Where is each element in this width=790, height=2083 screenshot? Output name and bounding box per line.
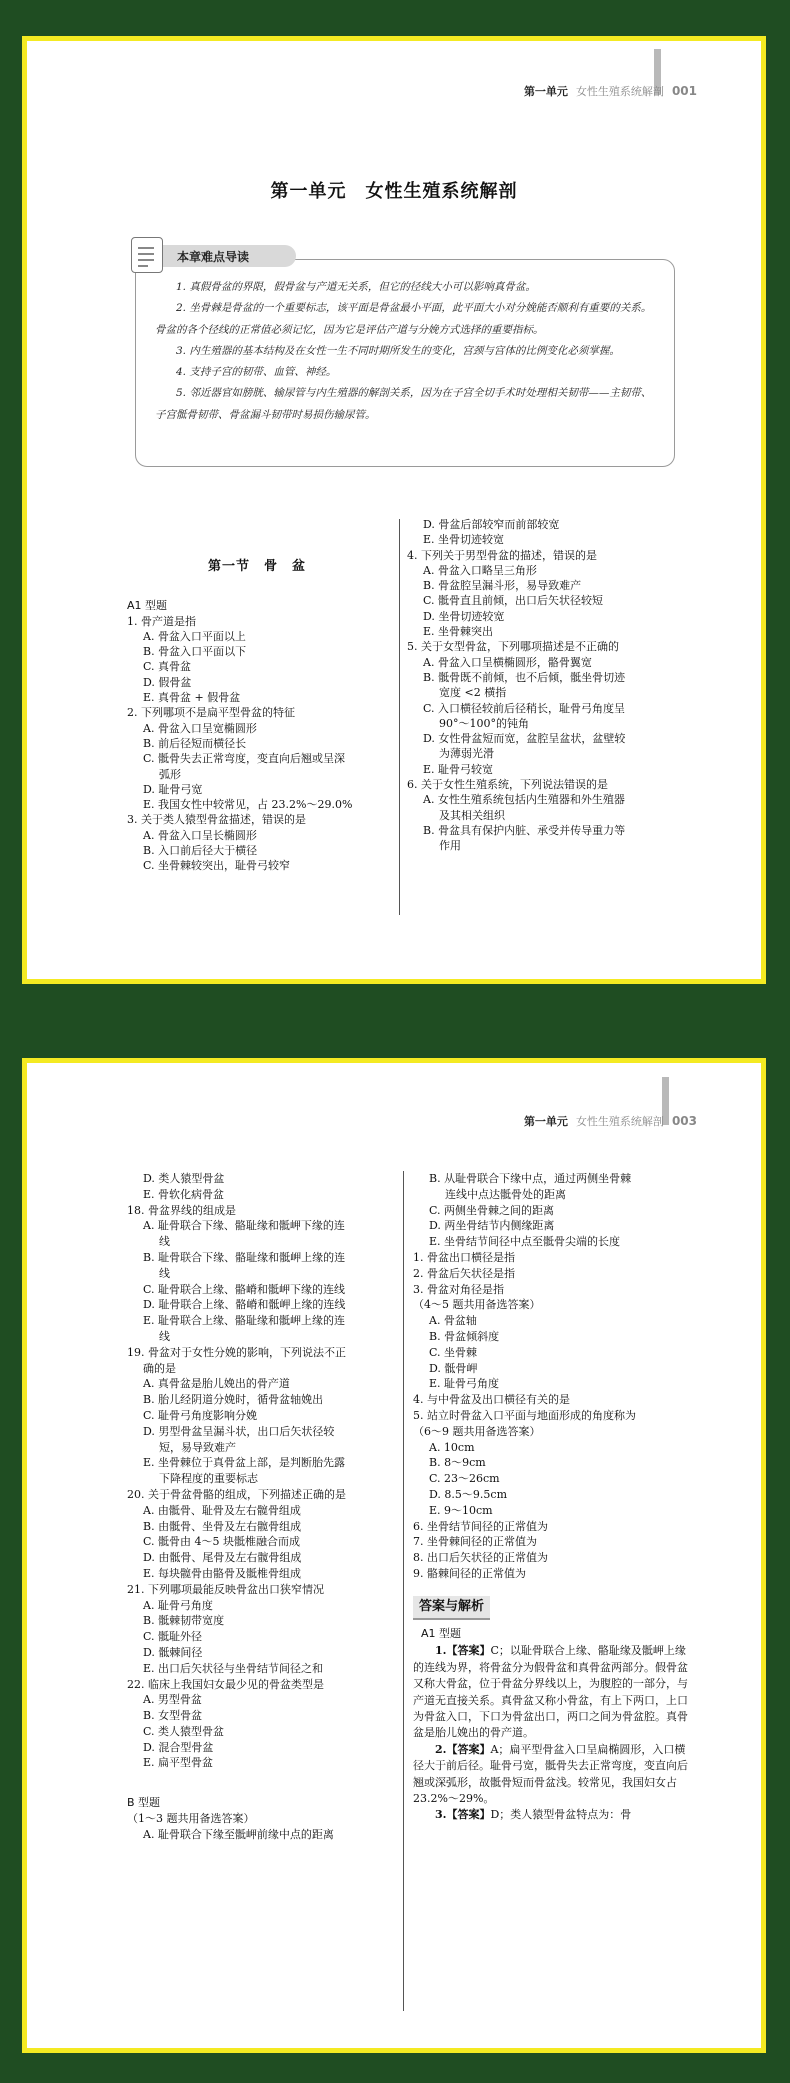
option-line: D. 混合型骨盆 (143, 1740, 214, 1754)
option-line: D. 男型骨盆呈漏斗状，出口后矢状径较 (143, 1424, 335, 1438)
header-subtitle: 女性生殖系统解剖 (575, 85, 664, 98)
guide-item: 4. 支持子宫的韧带、血管、神经。 (176, 366, 337, 379)
question-line: 21. 下列哪项最能反映骨盆出口狭窄情况 (127, 1582, 324, 1596)
option-line: B. 骶棘韧带宽度 (143, 1614, 225, 1628)
column-divider (403, 1171, 404, 2011)
option-line: E. 每块髋骨由骼骨及骶椎骨组成 (143, 1566, 302, 1580)
option-line: B. 骨盆具有保护内脏、承受并传导重力等 (423, 823, 626, 837)
page-number: 003 (671, 1114, 697, 1128)
unit-title: 第一单元 女性生殖系统解剖 (270, 181, 518, 202)
answer-tag: 1.【答案】 (435, 1644, 491, 1658)
option-line: 及其相关组织 (439, 808, 505, 822)
question-line: 5. 关于女型骨盆，下列哪项描述是不正确的 (407, 640, 619, 654)
guide-item: 2. 坐骨棘是骨盆的一个重要标志，该平面是骨盆最小平面，此平面大小对分娩能否顺利有重要的关系。骨盆的各个径线的正常值必须记忆，因为它是评估产道与分娩方式选择的重要指标。 (155, 302, 652, 336)
option-line: 宽度 <2 横指 (439, 686, 507, 700)
option-line: B. 骶骨既不前倾，也不后倾，骶坐骨切迹 (423, 670, 626, 684)
option-line: E. 坐骨棘突出 (423, 625, 494, 639)
option-line: D. 骨盆后部较窄而前部较宽 (423, 518, 560, 531)
option-line: B. 耻骨联合下缘、骼耻缘和骶岬上缘的连 (143, 1250, 346, 1264)
question-line: 3. 骨盆对角径是指 (413, 1282, 504, 1296)
answer-section-heading: 答案与解析 (413, 1596, 490, 1620)
option-line: 下降程度的重要标志 (159, 1472, 258, 1486)
question-line: 确的是 (143, 1361, 176, 1375)
question-line: 3. 关于类人猿型骨盆描述，错误的是 (127, 813, 306, 827)
option-line: A. 骨盆轴 (429, 1314, 477, 1328)
question-line: 8. 出口后矢状径的正常值为 (413, 1551, 548, 1565)
option-line: A. 耻骨弓角度 (143, 1598, 213, 1612)
left-column (127, 551, 387, 874)
option-line: 线 (159, 1266, 170, 1280)
option-line: C. 坐骨棘较突出，耻骨弓较窄 (143, 859, 291, 873)
option-line: 线 (159, 1235, 170, 1249)
question-line: 7. 坐骨棘间径的正常值为 (413, 1535, 537, 1549)
option-line: B. 8～9cm (429, 1456, 486, 1470)
question-line: 1. 骨盆出口横径是指 (413, 1250, 515, 1264)
option-line: D. 骶棘间径 (143, 1645, 203, 1659)
option-line: E. 真骨盆 + 假骨盆 (143, 691, 241, 705)
book-page-003 (22, 1058, 766, 2053)
question-line: 5. 站立时骨盆入口平面与地面形成的角度称为 (413, 1408, 636, 1422)
option-line: D. 由骶骨、尾骨及左右髋骨组成 (143, 1551, 302, 1565)
option-line: C. 真骨盆 (143, 660, 192, 674)
option-line: E. 扁平型骨盆 (143, 1756, 214, 1770)
option-line: A. 真骨盆是胎儿娩出的骨产道 (143, 1377, 290, 1391)
shared-options-note: （6～9 题共用备选答案） (413, 1424, 541, 1438)
option-line: 90°～100°的钝角 (439, 716, 529, 730)
header-unit: 第一单元 (523, 85, 568, 98)
option-line: B. 胎儿经阴道分娩时，循骨盆轴娩出 (143, 1393, 324, 1407)
option-line: A. 骨盆入口平面以上 (143, 629, 246, 643)
option-line: 短，易导致难产 (159, 1440, 236, 1454)
option-line: A. 耻骨联合下缘至骶岬前缘中点的距离 (143, 1827, 334, 1841)
answer-text: A；扁平型骨盆入口呈扁椭圆形，入口横径大于前后径。耻骨弓宽，骶骨失去正常弯度，变直向后翘或深弧形，故骶骨短而骨盆浅。较常见，我国妇女占 23.2%～29%。 (413, 1742, 688, 1805)
answer-paragraph (413, 1643, 691, 1741)
option-line: C. 骶骨直且前倾，出口后矢状径较短 (423, 594, 604, 608)
option-line: 弧形 (159, 767, 181, 781)
answer-paragraph (413, 1807, 691, 1823)
option-line: D. 类人猿型骨盆 (143, 1172, 225, 1185)
question-type-label: B 型题 (127, 1796, 161, 1810)
option-line: D. 坐骨切迹较宽 (423, 609, 505, 623)
option-line: C. 坐骨棘 (429, 1345, 478, 1359)
left-column (127, 1171, 393, 1843)
option-line: A. 骨盆入口略呈三角形 (423, 563, 537, 577)
answer-text: C；以耻骨联合上缘、骼耻缘及骶岬上缘的连线为界，将骨盆分为假骨盆和真骨盆两部分。假骨盆又称大骨盆，位于骨盆分界线以上，为腹腔的一部分，与产道无直接关系。真骨盆又称小骨盆，有上下两口，上口为骨盆入口，下口为骨盆出口，两口之间为骨盆腔。真骨盆是胎儿娩出的骨产道。 (413, 1644, 688, 1740)
column-divider (399, 519, 400, 915)
question-line: 19. 骨盆对于女性分娩的影响，下列说法不正 (127, 1345, 346, 1359)
question-line: 9. 骼棘间径的正常值为 (413, 1566, 526, 1580)
book-page-001 (22, 36, 766, 984)
option-line: D. 女性骨盆短而宽，盆腔呈盆状，盆壁较 (423, 732, 626, 746)
option-line: C. 骶骨由 4～5 块骶椎融合而成 (143, 1535, 301, 1549)
option-line: C. 骶骨失去正常弯度，变直向后翘或呈深 (143, 752, 346, 766)
option-line: D. 耻骨弓宽 (143, 782, 203, 796)
right-column (407, 517, 671, 854)
option-line: B. 骨盆腔呈漏斗形，易导致难产 (423, 579, 582, 593)
answer-explanations (413, 1643, 691, 1823)
running-header (524, 83, 697, 99)
option-line: E. 坐骨棘位于真骨盆上部，是判断胎先露 (143, 1456, 346, 1470)
page-number: 001 (671, 84, 697, 98)
option-line: E. 9～10cm (429, 1503, 493, 1517)
option-line: 作用 (439, 839, 461, 853)
shared-options-note: （1～3 题共用备选答案） (127, 1812, 255, 1826)
option-line: B. 前后径短而横径长 (143, 736, 247, 750)
guide-tab (141, 245, 296, 267)
question-line: 4. 下列关于男型骨盆的描述，错误的是 (407, 548, 597, 562)
option-line: E. 坐骨结节间径中点至骶骨尖端的长度 (429, 1235, 621, 1249)
guide-item: 3. 内生殖器的基本结构及在女性一生不同时期所发生的变化，宫颈与宫体的比例变化必须掌握。 (176, 344, 620, 357)
option-line: A. 耻骨联合下缘、骼耻缘和骶岬下缘的连 (143, 1219, 345, 1233)
option-line: B. 从耻骨联合下缘中点，通过两侧坐骨棘 (429, 1172, 632, 1185)
guide-list (155, 277, 661, 426)
option-line: A. 由骶骨、耻骨及左右髋骨组成 (143, 1503, 301, 1517)
answer-type-label: A1 型题 (421, 1626, 462, 1640)
option-line: A. 骨盆入口呈宽椭圆形 (143, 721, 257, 735)
option-line: C. 类人猿型骨盆 (143, 1724, 225, 1738)
question-line: 1. 骨产道是指 (127, 614, 196, 628)
option-line: E. 耻骨弓较宽 (423, 762, 494, 776)
option-line: D. 耻骨联合上缘、骼嵴和骶岬上缘的连线 (143, 1298, 346, 1312)
option-line: C. 耻骨联合上缘、骼嵴和骶岬下缘的连线 (143, 1282, 346, 1296)
question-line: 18. 骨盆界线的组成是 (127, 1203, 236, 1217)
option-line: E. 耻骨弓角度 (429, 1377, 500, 1391)
running-header (524, 1113, 697, 1129)
answer-paragraph (413, 1742, 691, 1808)
option-line: C. 耻骨弓角度影响分娩 (143, 1408, 258, 1422)
option-line: B. 女型骨盆 (143, 1709, 203, 1723)
guide-label: 本章难点导读 (177, 250, 250, 264)
option-line: D. 两坐骨结节内侧缘距离 (429, 1219, 555, 1233)
option-line: B. 骨盆入口平面以下 (143, 645, 247, 659)
option-line: C. 两侧坐骨棘之间的距离 (429, 1203, 555, 1217)
option-line: D. 假骨盆 (143, 675, 192, 689)
option-line: A. 男型骨盆 (143, 1693, 202, 1707)
option-line: E. 我国女性中较常见，占 23.2%～29.0% (143, 798, 353, 812)
question-type-label: A1 型题 (127, 599, 168, 613)
option-line: B. 由骶骨、坐骨及左右髋骨组成 (143, 1519, 302, 1533)
question-line: 6. 关于女性生殖系统，下列说法错误的是 (407, 778, 608, 792)
option-line: 线 (159, 1329, 170, 1343)
option-line: 连线中点达骶骨处的距离 (445, 1187, 566, 1201)
question-line: 2. 下列哪项不是扁平型骨盆的特征 (127, 706, 295, 720)
option-line: A. 女性生殖系统包括内生殖器和外生殖器 (423, 793, 625, 807)
option-line: A. 骨盆入口呈横椭圆形，骼骨翼宽 (423, 655, 592, 669)
option-line: 为薄弱光滑 (439, 747, 494, 761)
answer-text: D；类人猿型骨盆特点为：骨 (490, 1808, 632, 1822)
option-line: A. 骨盆入口呈长椭圆形 (143, 828, 257, 842)
option-line: E. 坐骨切迹较宽 (423, 533, 505, 547)
right-column (413, 1171, 691, 1824)
header-subtitle: 女性生殖系统解剖 (575, 1115, 664, 1128)
option-line: B. 入口前后径大于横径 (143, 844, 258, 858)
option-line: D. 8.5～9.5cm (429, 1487, 507, 1501)
option-line: E. 出口后矢状径与坐骨结节间径之和 (143, 1661, 324, 1675)
option-line: A. 10cm (429, 1440, 475, 1454)
guide-item: 5. 邻近器官如膀胱、输尿管与内生殖器的解剖关系，因为在子宫全切手术时处理相关韧带——主韧带、子宫骶骨韧带、骨盆漏斗韧带时易损伤输尿管。 (155, 387, 652, 421)
header-unit: 第一单元 (523, 1115, 568, 1128)
guide-item: 1. 真假骨盆的界限，假骨盆与产道无关系，但它的径线大小可以影响真骨盆。 (176, 281, 536, 293)
shared-options-note: （4～5 题共用备选答案） (413, 1298, 541, 1312)
answer-tag: 2.【答案】 (435, 1742, 491, 1756)
answer-tag: 3.【答案】 (435, 1808, 491, 1822)
option-line: C. 入口横径较前后径稍长，耻骨弓角度呈 (423, 701, 626, 715)
question-line: 22. 临床上我国妇女最少见的骨盆类型是 (127, 1677, 324, 1691)
option-line: C. 骶耻外径 (143, 1630, 203, 1644)
option-line: B. 骨盆倾斜度 (429, 1329, 500, 1343)
clipboard-icon (131, 237, 163, 273)
option-line: C. 23～26cm (429, 1472, 500, 1486)
question-line: 20. 关于骨盆骨骼的组成，下列描述正确的是 (127, 1487, 346, 1501)
question-line: 6. 坐骨结节间径的正常值为 (413, 1519, 548, 1533)
section-title: 第一节 骨 盆 (207, 559, 306, 574)
question-line: 4. 与中骨盆及出口横径有关的是 (413, 1393, 570, 1407)
question-line: 2. 骨盆后矢状径是指 (413, 1266, 515, 1280)
option-line: D. 骶骨岬 (429, 1361, 478, 1375)
option-line: E. 耻骨联合上缘、骼耻缘和骶岬上缘的连 (143, 1314, 346, 1328)
option-line: E. 骨软化病骨盆 (143, 1187, 225, 1201)
